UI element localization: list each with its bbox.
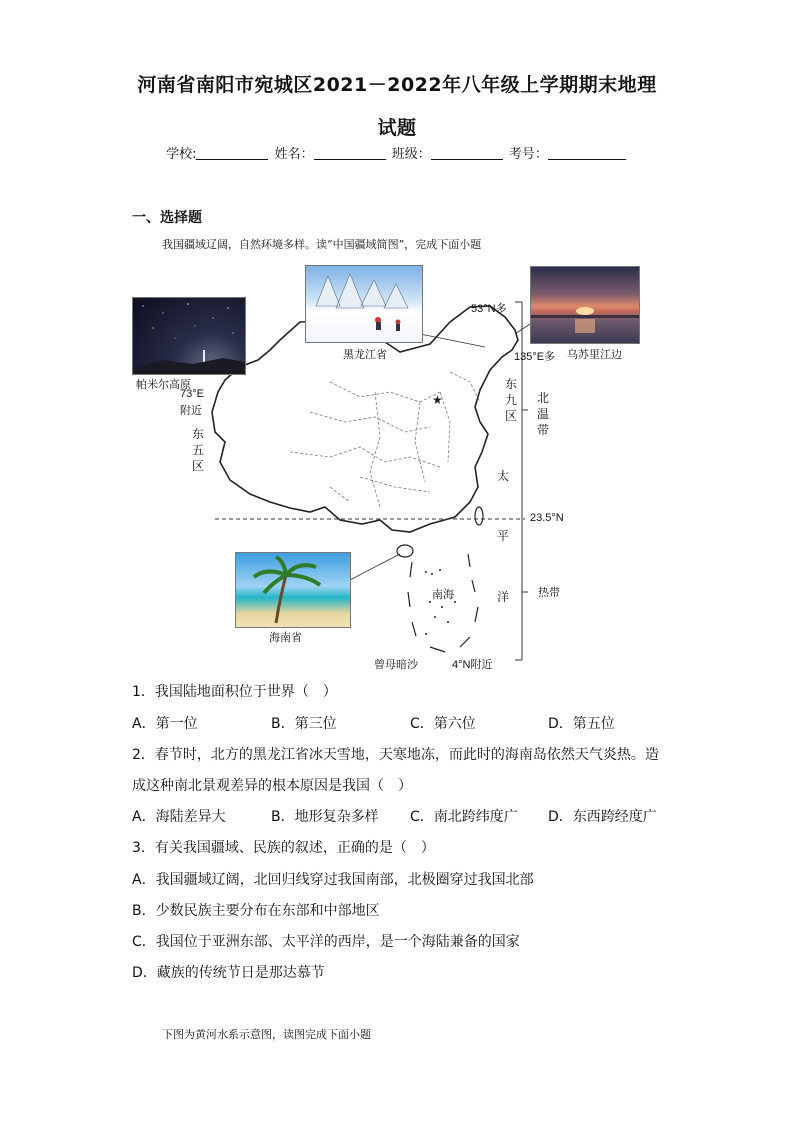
heilongjiang-snow-photo	[305, 265, 423, 343]
q2-option-c[interactable]: C．南北跨纬度广	[410, 809, 518, 825]
label-east-9-zone: 东九区	[504, 377, 517, 423]
question-1-stem: 1．我国陆地面积位于世界（ ）	[132, 684, 337, 700]
question-2-stem-line2: 成这种南北景观差异的根本原因是我国（ ）	[132, 778, 412, 794]
section-intro: 我国疆域辽阔，自然环境多样。读“中国疆域简图”，完成下面小题	[162, 238, 482, 251]
q1-option-b[interactable]: B．第三位	[271, 716, 337, 732]
label-tropical-zone: 热带	[538, 587, 560, 599]
snow-trees-icon	[306, 266, 422, 342]
q2-option-a[interactable]: A．海陆差异大	[132, 809, 226, 825]
q2-option-d[interactable]: D．东西跨经度广	[548, 809, 657, 825]
sunset-icon	[531, 267, 639, 343]
leader-hainan	[350, 554, 400, 580]
label-pamir: 帕米尔高原	[136, 379, 191, 391]
exam-no-label: 考号：	[508, 147, 548, 162]
hainan-beach-photo	[235, 552, 351, 628]
label-zengmu-ansha: 曾母暗沙	[374, 659, 418, 671]
class-blank	[431, 146, 503, 160]
footer-note: 下图为黄河水系示意图，读图完成下面小题	[162, 1028, 371, 1041]
label-pacific-2: 平	[497, 529, 510, 543]
q1-option-c[interactable]: C．第六位	[410, 716, 476, 732]
capital-star-icon: ★	[432, 393, 443, 407]
question-3-stem: 3．有关我国疆域、民族的叙述，正确的是（ ）	[132, 840, 435, 856]
china-territory-map	[130, 262, 650, 672]
island-dots	[425, 569, 456, 635]
q3-option-d[interactable]: D．藏族的传统节日是那达慕节	[132, 965, 325, 981]
label-53n: 53°N多	[471, 303, 507, 315]
label-south-china-sea: 南海	[432, 589, 454, 601]
q1-option-d[interactable]: D．第五位	[548, 716, 615, 732]
label-wusuli: 乌苏里江边	[567, 349, 622, 361]
label-tropic-23-5n: 23.5°N	[530, 512, 564, 524]
school-blank	[196, 146, 268, 160]
section-heading: 一、选择题	[132, 210, 202, 226]
label-east-5-zone: 东五区	[191, 427, 204, 473]
wusuli-sunset-photo	[530, 266, 640, 344]
label-135e: 135°E多	[514, 351, 556, 363]
name-label: 姓名：	[274, 147, 314, 162]
label-heilongjiang: 黑龙江省	[343, 349, 387, 361]
stars-icon	[133, 298, 245, 374]
student-info-row	[0, 143, 794, 162]
label-73e: 73°E	[180, 388, 204, 400]
class-label: 班级：	[391, 147, 431, 162]
q3-option-a[interactable]: A．我国疆域辽阔，北回归线穿过我国南部，北极圈穿过我国北部	[132, 872, 534, 888]
label-73e-near: 附近	[180, 405, 202, 417]
label-4n: 4°N附近	[452, 659, 493, 671]
exam-title-line1: 河南省南阳市宛城区2021－2022年八年级上学期期末地理	[137, 74, 657, 96]
q3-option-c[interactable]: C．我国位于亚洲东部、太平洋的西岸，是一个海陆兼备的国家	[132, 934, 520, 950]
q2-option-b[interactable]: B．地形复杂多样	[271, 809, 379, 825]
label-north-temperate: 北温带	[536, 391, 549, 437]
exam-no-blank	[548, 146, 626, 160]
exam-title-line2: 试题	[377, 117, 417, 139]
question-2-stem-line1: 2．春节时，北方的黑龙江省冰天雪地，天寒地冻，而此时的海南岛依然天气炎热。造	[132, 747, 659, 763]
taiwan-island	[475, 507, 483, 525]
leader-heilongjiang	[420, 334, 485, 347]
label-pacific-1: 太	[497, 469, 510, 483]
province-lines-2	[330, 372, 480, 502]
q1-option-a[interactable]: A．第一位	[132, 716, 198, 732]
label-pacific-3: 洋	[497, 590, 510, 604]
name-blank	[314, 146, 386, 160]
palm-tree-icon	[236, 553, 350, 627]
q3-option-b[interactable]: B．少数民族主要分布在东部和中部地区	[132, 903, 380, 919]
label-hainan: 海南省	[269, 632, 302, 644]
south-sea-boundary	[408, 554, 478, 652]
province-lines	[290, 382, 450, 507]
school-label: 学校:	[166, 147, 197, 162]
pamir-night-photo	[132, 297, 246, 375]
hainan-island	[397, 545, 413, 557]
